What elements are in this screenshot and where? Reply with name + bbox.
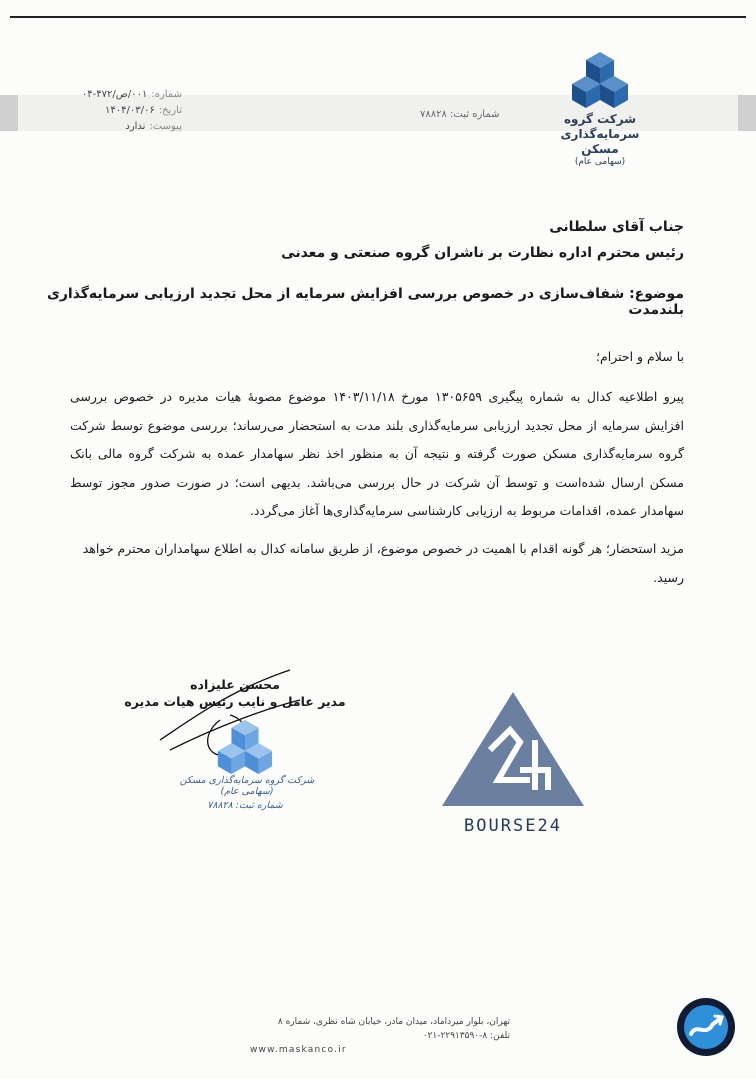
date-value: ۱۴۰۴/۰۳/۰۶ — [105, 105, 155, 116]
company-type: (سهامی عام) — [574, 157, 626, 167]
footer-phone: تلفن: ۸-۲۲۹۱۳۵۹۰-۰۲۱ — [422, 1031, 510, 1041]
attachment-value: ندارد — [125, 121, 146, 132]
top-border-line — [10, 16, 746, 18]
registration-number: شماره ثبت: ۷۸۸۲۸ — [420, 109, 500, 120]
bourse24-watermark — [440, 690, 586, 836]
letter-meta — [62, 87, 182, 135]
company-name-line2: سرمایه‌گذاری — [560, 127, 640, 141]
body-paragraph-1: پیرو اطلاعیه کدال به شماره پیگیری ۱۳۰۵۶۵۹ مورخ ۱۴۰۳/۱۱/۱۸ موضوع مصوبهٔ هیات مدیره در خصوص بررسی افزایش سرمایه از محل تجدید ارزیابی سرمایه‌گذاری بلند مدت به استحضار می‌رساند؛ بررسی موضوع توسط شرکت گروه سرمایه‌گذاری مسکن صورت گرفته و نتیجه آن به منظور اخذ نظر سهامدار عمده به شرکت گروه مالی بانک مسکن ارسال شده‌است و توسط آن شرکت در حال بررسی می‌باشد. بدیهی است؛ در صورت صدور مجوز توسط سهامدار عمده، اقدامات مربوط به ارزیابی کارشناسی سرمایه‌گذاری‌ها آغاز می‌گردد. — [70, 389, 684, 518]
signer-title: مدیر عامل و نایب رئیس هیات مدیره — [124, 694, 346, 709]
header-band-right — [738, 95, 756, 131]
stamp-registration-text: شماره ثبت: ۷۸۸۲۸ — [207, 800, 283, 811]
date-label: تاریخ: — [158, 105, 182, 116]
footer-website[interactable]: www.maskanco.ir — [250, 1045, 347, 1055]
footer — [250, 1015, 510, 1057]
bourse24-badge-icon — [675, 996, 737, 1058]
recipient-name: جناب آقای سلطانی — [549, 219, 684, 235]
company-name-line3: مسکن — [581, 142, 619, 156]
bourse24-logo-icon — [440, 690, 586, 808]
attachment-label: پیوست: — [149, 121, 182, 132]
company-stamp-icon — [210, 718, 280, 778]
body-paragraph-2: مزید استحضار؛ هر گونه اقدام با اهمیت در خصوص موضوع، از طریق سامانه کدال به اطلاع سهامداران محترم خواهد رسید. — [82, 541, 684, 585]
cubes-logo-icon — [564, 50, 636, 112]
footer-address: تهران، بلوار میرداماد، میدان مادر، خیابان شاه نظری، شماره ۸ — [277, 1017, 510, 1027]
number-value: ۰۰۱/ص/۴۷۲-۰۴ — [81, 89, 148, 100]
greeting: با سلام و احترام؛ — [596, 349, 684, 364]
header-band-left — [0, 95, 18, 131]
number-label: شماره: — [151, 89, 182, 100]
recipient-title: رئیس محترم اداره نظارت بر ناشران گروه صنعتی و معدنی — [281, 245, 684, 261]
company-name-line1: شرکت گروه — [563, 112, 637, 126]
stamp-company-text: شرکت گروه سرمایه‌گذاری مسکن (سهامی عام) — [179, 775, 315, 797]
letter-subject: موضوع: شفاف‌سازی در خصوص بررسی افزایش سرمایه از محل تجدید ارزیابی سرمایه‌گذاری بلندمدت — [47, 286, 684, 318]
signer-name: محسن علیزاده — [190, 677, 280, 692]
bourse24-text: BOURSE24 — [464, 816, 562, 836]
company-logo — [555, 50, 645, 167]
